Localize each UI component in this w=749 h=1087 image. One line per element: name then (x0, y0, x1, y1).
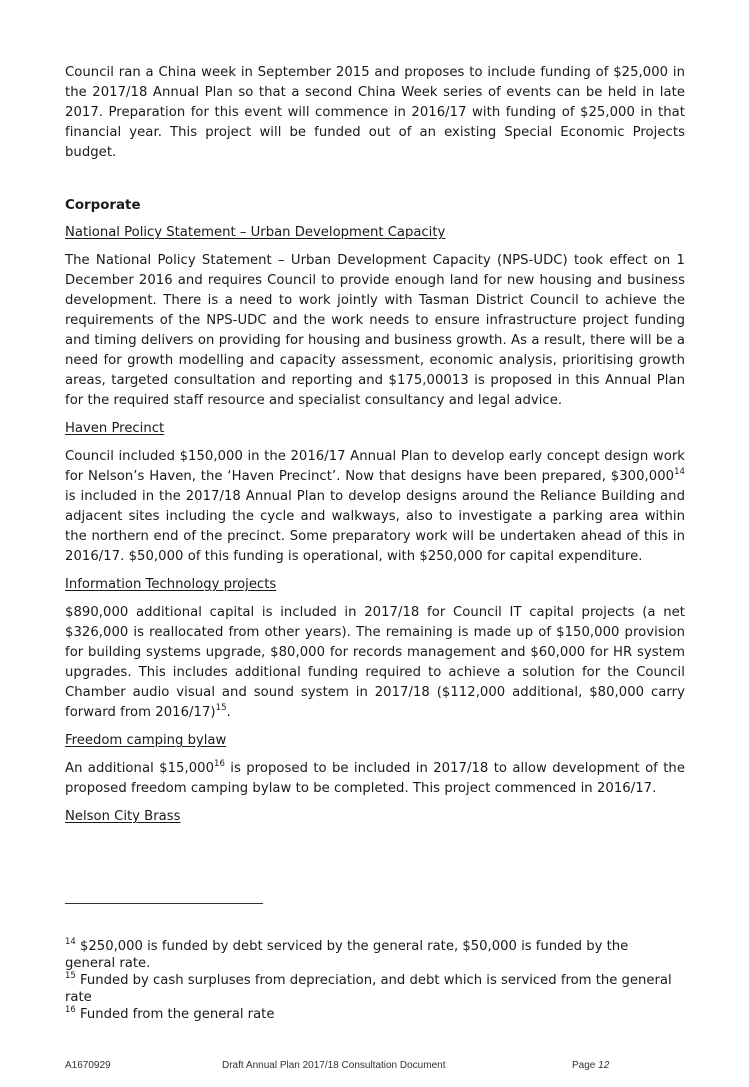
nps-udc-paragraph: The National Policy Statement – Urban Development Capacity (NPS-UDC) took effect on 1 December 2016 and requires Council to provide enough land for new housing and business development. There is a need to work jointly with Tasman District Council to achieve the requirements of the NPS-UDC and the work needs to ensure infrastructure project funding and timing delivers on providing for housing and business growth. As a result, there will be a need for growth modelling and capacity assessment, economic analysis, prioritising growth areas, targeted consultation and reporting and $175,00013 is proposed in this Annual Plan for the required staff resource and specialist consultancy and legal advice. (65, 253, 685, 408)
it-projects-paragraph (65, 603, 685, 723)
page-content (65, 63, 685, 835)
haven-text-b: is included in the 2017/18 Annual Plan to develop designs around the Reliance Building and adjacent sites including the cycle and walkways, also to investigate a parking area within the northern end of the precinct. Some preparatory work will be undertaken ahead of this in 2016/17. $50,000 of this funding is operational, with $250,000 for capital expenditure. (65, 489, 685, 564)
nps-udc-subheading: National Policy Statement – Urban Development Capacity (65, 225, 446, 240)
page-number: 12 (598, 1060, 610, 1071)
footnote-number: 16 (65, 1004, 76, 1015)
page-label: Page (572, 1060, 599, 1071)
page-footer (0, 1060, 749, 1076)
footnote-text: $250,000 is funded by debt serviced by the general rate, $50,000 is funded by the general rate. (65, 939, 629, 971)
footnote-item (65, 1006, 675, 1023)
it-projects-subheading: Information Technology projects (65, 577, 277, 592)
section-spacer (65, 163, 685, 196)
page-indicator (572, 1060, 609, 1071)
freedom-camping-subheading: Freedom camping bylaw (65, 733, 227, 748)
footnote-separator (65, 903, 263, 904)
it-text-b: . (226, 705, 231, 720)
document-title: Draft Annual Plan 2017/18 Consultation Document (222, 1060, 446, 1071)
footnote-number: 14 (65, 936, 76, 947)
freedom-text-a: An additional $15,000 (65, 761, 215, 776)
haven-text-a: Council included $150,000 in the 2016/17 Annual Plan to develop early concept design work for Nelson’s Haven, the ‘Haven Precinct’. Now that designs have been prepared, $300,000 (65, 449, 685, 484)
footnote-text: Funded by cash surpluses from depreciation, and debt which is serviced from the general rate (65, 973, 672, 1005)
footnote-ref-16: 16 (214, 758, 225, 769)
china-week-paragraph: Council ran a China week in September 2015 and proposes to include funding of $25,000 in the 2017/18 Annual Plan so that a second China Week series of events can be held in late 2017. Preparation for this event will commence in 2016/17 with funding of $25,000 in that financial year. This project will be funded out of an existing Special Economic Projects budget. (65, 65, 685, 160)
haven-precinct-subheading: Haven Precinct (65, 421, 165, 436)
freedom-camping-paragraph (65, 759, 685, 799)
corporate-heading: Corporate (65, 198, 141, 213)
footnote-text: Funded from the general rate (75, 1007, 275, 1022)
footnote-ref-15: 15 (215, 702, 227, 713)
freedom-text-b: is proposed to be included in 2017/18 to allow development of the proposed freedom camping bylaw to be completed. This project commenced in 2016/17. (65, 761, 685, 796)
haven-precinct-paragraph (65, 447, 685, 567)
it-text-a: $890,000 additional capital is included in 2017/18 for Council IT capital projects (a net $326,000 is reallocated from other years). The remaining is made up of $150,000 provision for building systems upgrade, $80,000 for records management and $60,000 for HR system upgrades. This includes additional funding required to achieve a solution for the Council Chamber audio visual and sound system in 2017/18 ($112,000 additional, $80,000 carry forward from 2016/17) (65, 605, 685, 720)
document-reference: A1670929 (65, 1060, 111, 1071)
footnote-ref-14: 14 (674, 466, 685, 477)
footnote-item (65, 972, 675, 1006)
footnote-number: 15 (65, 970, 76, 981)
footnote-item (65, 938, 675, 972)
nelson-city-brass-subheading: Nelson City Brass (65, 809, 181, 824)
footnotes (65, 938, 675, 1023)
